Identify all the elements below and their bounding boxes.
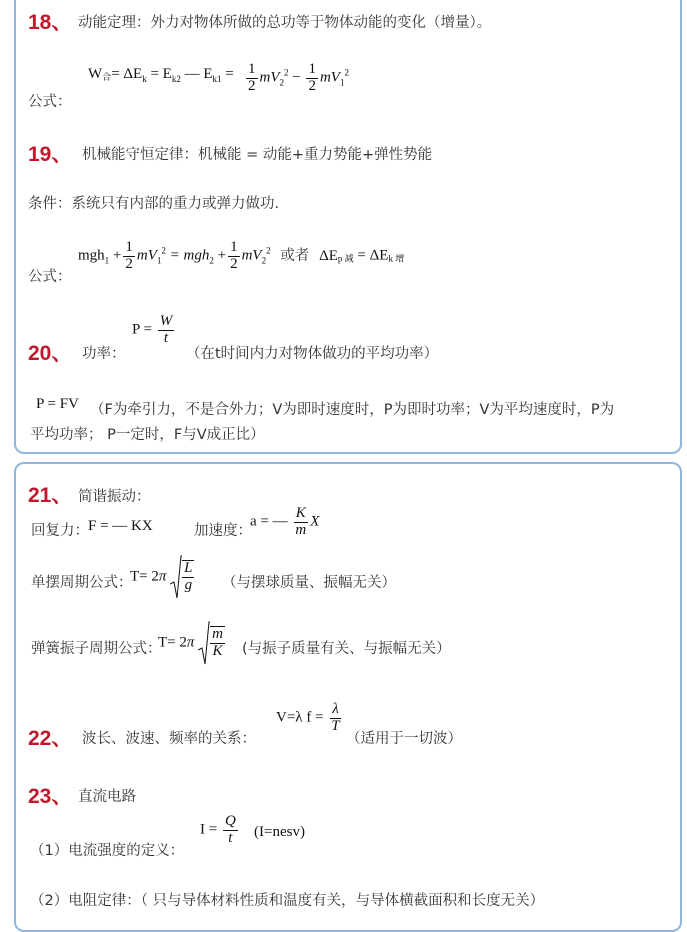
formula-text: = ΔE (111, 66, 143, 82)
formula-text: X (310, 513, 320, 530)
section-19-condition: 条件：系统只有内部的重力或弹力做功. (28, 196, 280, 212)
formula-text: mgh (78, 247, 105, 264)
formula-text: ΔE (319, 247, 338, 264)
formula-sup: 2 (344, 67, 349, 78)
numerator: 1 (230, 239, 238, 255)
formula-text: = ΔE (357, 247, 389, 264)
section-18-formula-label: 公式： (28, 94, 72, 110)
fraction-lambda-over-t (329, 702, 341, 735)
section-21-number: 21、 (28, 484, 73, 507)
formula-sub: k1 (212, 74, 222, 84)
spring-formula (158, 620, 227, 666)
section-19-formula-label: 公式： (28, 269, 72, 285)
section-18-number: 18、 (28, 11, 73, 34)
fraction-q-over-t (223, 814, 238, 847)
formula-sub: 2 (261, 255, 267, 266)
fraction-half (123, 240, 135, 273)
fraction-l-over-g (182, 560, 194, 594)
restore-force-label: 回复力： (31, 523, 89, 539)
denominator: 2 (125, 255, 133, 272)
formula-text: + (112, 247, 122, 264)
pi-symbol: π (186, 634, 195, 651)
current-definition-formula (200, 814, 240, 847)
section-18-formula-right (244, 62, 349, 95)
section-22-title: 波长、波速、频率的关系： (82, 731, 256, 747)
formula-text: = E (150, 66, 172, 82)
denominator: T (331, 717, 340, 734)
denominator: 2 (248, 77, 256, 94)
section-20-note: （在t时间内力对物体做功的平均功率） (186, 346, 439, 362)
formula-text: — E (184, 66, 213, 82)
formula-sub: 1 (339, 77, 345, 88)
formula-sub: p 减 (337, 253, 354, 264)
section-20-pfv: P = FV (36, 396, 79, 412)
formula-text: mV (259, 69, 280, 86)
section-20-formula (132, 314, 176, 347)
numerator: W (159, 313, 173, 329)
numerator: 1 (248, 61, 256, 77)
spring-label: 弹簧振子周期公式： (31, 641, 162, 657)
formula-text: = mgh (169, 247, 210, 264)
acceleration-formula (250, 506, 319, 539)
numerator: 1 (125, 239, 133, 255)
formula-sub: 1 (104, 255, 110, 266)
section-19-number: 19、 (28, 143, 73, 166)
formula-text: + (217, 247, 227, 264)
numerator: m (212, 626, 223, 643)
section-20-title: 功率： (82, 346, 126, 362)
formula-text: V=λ f = (276, 709, 324, 726)
acceleration-label: 加速度： (194, 523, 252, 539)
section-23-number: 23、 (28, 785, 73, 808)
formula-sub: 2 (209, 255, 214, 266)
section-22-number: 22、 (28, 727, 73, 750)
formula-sub: k 增 (388, 253, 405, 264)
denominator: t (163, 329, 169, 346)
denominator: 2 (308, 77, 316, 94)
fraction-m-over-k (210, 626, 225, 660)
section-20-desc-line2: 平均功率； P一定时，F与V成正比） (30, 427, 265, 443)
formula-sup: 2 (284, 67, 289, 78)
numerator: K (295, 505, 306, 521)
formula-sub: k2 (171, 74, 181, 84)
section-22-formula (276, 702, 344, 735)
pendulum-label: 单摆周期公式： (31, 575, 133, 591)
formula-sub: k (142, 74, 147, 84)
formula-text: mV (136, 247, 157, 264)
fraction-half (306, 62, 318, 95)
formula-sup: 2 (266, 245, 271, 256)
formula-text: W (88, 66, 103, 82)
numerator: 1 (308, 61, 316, 77)
section-19-title: 机械能守恒定律：机械能 = 动能+重力势能+弹性势能 (82, 147, 433, 163)
current-definition-label: （1）电流强度的定义： (30, 843, 185, 859)
numerator: L (184, 560, 193, 577)
formula-sub: 2 (279, 77, 284, 88)
formula-text: = (225, 66, 234, 82)
resistance-law: （2）电阻定律：（ 只与导体材料性质和温度有关，与导体横截面积和长度无关） (30, 893, 545, 909)
section-23-title: 直流电路 (78, 789, 136, 805)
pendulum-formula (130, 554, 196, 600)
restore-force-formula: F = — KX (88, 518, 153, 534)
formula-text: mV (319, 69, 340, 86)
denominator: K (212, 643, 223, 659)
fraction-w-over-t (158, 314, 175, 347)
sqrt-icon (198, 620, 210, 666)
formula-text: T= 2 (158, 634, 187, 651)
pendulum-note: （与摆球质量、振幅无关） (222, 575, 396, 591)
section-20-desc-line1: （F为牵引力，不是合外力；V为即时速度时，P为即时功率；V为平均速度时，P为 (90, 402, 615, 418)
formula-text: I = (200, 821, 218, 838)
formula-sup: 2 (161, 245, 166, 256)
denominator: g (184, 577, 193, 593)
section-18-title: 动能定理：外力对物体所做的总功等于物体动能的变化（增量）。 (78, 15, 492, 31)
fraction-k-over-m (293, 506, 308, 539)
formula-text: − (292, 69, 301, 86)
formula-text: P = (132, 321, 152, 338)
denominator: t (228, 829, 233, 846)
or-text: 或者 (280, 247, 310, 264)
fraction-half (228, 240, 240, 273)
section-20-number: 20、 (28, 342, 73, 365)
denominator: m (295, 521, 307, 538)
formula-text: a = — (250, 513, 288, 530)
spring-note: (与振子质量有关、与振幅无关） (242, 641, 451, 657)
section-19-formula (78, 240, 404, 273)
section-21-title: 简谐振动： (78, 489, 151, 505)
formula-text: mV (241, 247, 262, 264)
formula-text: T= 2 (130, 568, 159, 585)
current-definition-note: (I=nesv) (254, 824, 305, 840)
formula-sub: 合 (102, 72, 112, 82)
fraction-half (246, 62, 258, 95)
pi-symbol: π (158, 568, 167, 585)
section-18-formula (88, 66, 234, 84)
numerator: Q (224, 813, 236, 829)
sqrt-icon (170, 554, 182, 600)
formula-sub: 1 (156, 255, 162, 266)
section-22-note: （适用于一切波） (346, 731, 462, 747)
denominator: 2 (230, 255, 238, 272)
numerator: λ (332, 701, 339, 717)
